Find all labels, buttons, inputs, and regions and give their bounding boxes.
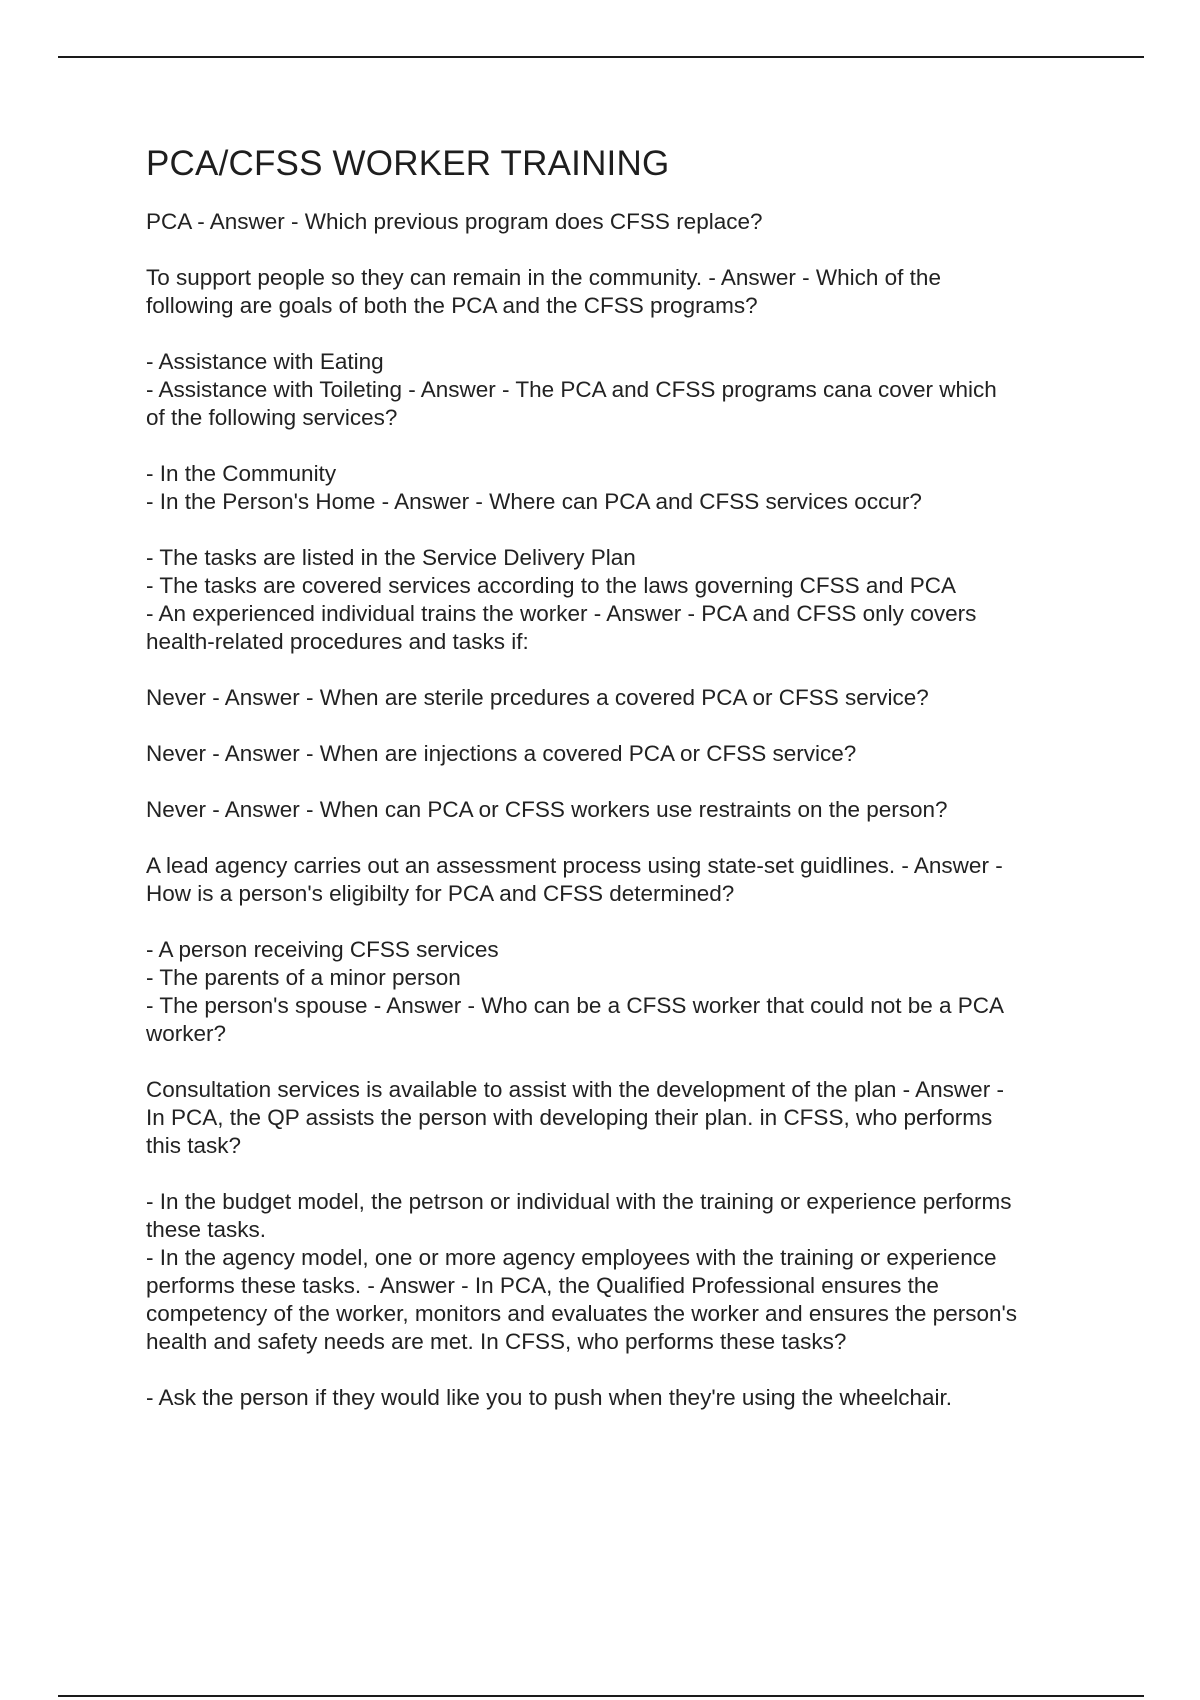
qa-list — [146, 208, 1091, 1412]
qa-line: these tasks. — [146, 1217, 267, 1242]
qa-item — [146, 852, 1091, 908]
qa-line: - A person receiving CFSS services — [146, 937, 499, 962]
qa-item — [146, 348, 1091, 432]
qa-line: - The parents of a minor person — [146, 965, 461, 990]
qa-item — [146, 208, 1091, 236]
qa-item — [146, 796, 1091, 824]
qa-line: Never - Answer - When are sterile prcedures a covered PCA or CFSS service? — [146, 685, 929, 710]
document-title: PCA/CFSS WORKER TRAINING — [146, 144, 670, 183]
qa-line: PCA - Answer - Which previous program does CFSS replace? — [146, 209, 763, 234]
qa-line: - Assistance with Toileting - Answer - The PCA and CFSS programs cana cover which — [146, 377, 997, 402]
qa-item — [146, 684, 1091, 712]
qa-line: How is a person's eligibilty for PCA and CFSS determined? — [146, 881, 735, 906]
qa-line: Never - Answer - When can PCA or CFSS workers use restraints on the person? — [146, 797, 948, 822]
qa-line: worker? — [146, 1021, 227, 1046]
qa-line: - In the budget model, the petrson or individual with the training or experience performs — [146, 1189, 1012, 1214]
qa-line: - Ask the person if they would like you to push when they're using the wheelchair. — [146, 1385, 953, 1410]
qa-item — [146, 1076, 1091, 1160]
qa-line: - In the Person's Home - Answer - Where can PCA and CFSS services occur? — [146, 489, 922, 514]
qa-line: Consultation services is available to assist with the development of the plan - Answer - — [146, 1077, 1004, 1102]
page-top-rule — [58, 56, 1144, 58]
qa-item — [146, 740, 1091, 768]
qa-item — [146, 460, 1091, 516]
qa-line: - The person's spouse - Answer - Who can be a CFSS worker that could not be a PCA — [146, 993, 1005, 1018]
qa-line: competency of the worker, monitors and evaluates the worker and ensures the person's — [146, 1301, 1018, 1326]
qa-line: this task? — [146, 1133, 242, 1158]
qa-line: performs these tasks. - Answer - In PCA, the Qualified Professional ensures the — [146, 1273, 939, 1298]
qa-item — [146, 264, 1091, 320]
qa-line: health and safety needs are met. In CFSS, who performs these tasks? — [146, 1329, 847, 1354]
page-bottom-rule — [58, 1695, 1144, 1697]
qa-line: In PCA, the QP assists the person with developing their plan. in CFSS, who performs — [146, 1105, 993, 1130]
qa-line: - An experienced individual trains the worker - Answer - PCA and CFSS only covers — [146, 601, 977, 626]
qa-line: following are goals of both the PCA and the CFSS programs? — [146, 293, 758, 318]
qa-line: - Assistance with Eating — [146, 349, 384, 374]
qa-item — [146, 936, 1091, 1048]
qa-item — [146, 1384, 1091, 1412]
qa-line: health-related procedures and tasks if: — [146, 629, 529, 654]
qa-line: - The tasks are listed in the Service Delivery Plan — [146, 545, 636, 570]
qa-line: - In the Community — [146, 461, 337, 486]
document-body — [146, 140, 1091, 1440]
qa-line: of the following services? — [146, 405, 398, 430]
qa-line: Never - Answer - When are injections a covered PCA or CFSS service? — [146, 741, 857, 766]
qa-line: - The tasks are covered services according to the laws governing CFSS and PCA — [146, 573, 956, 598]
qa-line: - In the agency model, one or more agency employees with the training or experience — [146, 1245, 997, 1270]
qa-item — [146, 1188, 1091, 1356]
qa-item — [146, 544, 1091, 656]
qa-line: To support people so they can remain in the community. - Answer - Which of the — [146, 265, 941, 290]
qa-line: A lead agency carries out an assessment process using state-set guidlines. - Answer - — [146, 853, 1003, 878]
